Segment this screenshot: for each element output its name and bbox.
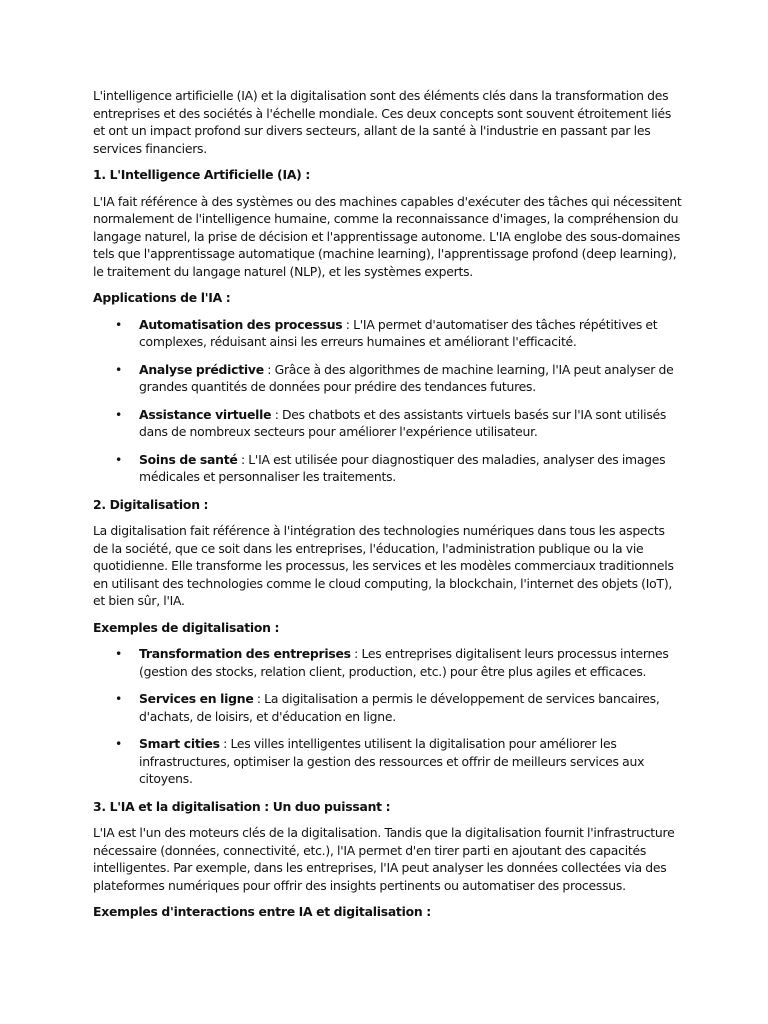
section-2-list-heading: Exemples de digitalisation : [93, 619, 280, 635]
list-item-term: Assistance virtuelle [139, 406, 272, 422]
list-item-term: Services en ligne [139, 691, 254, 706]
list-item [93, 690, 683, 725]
section-2-paragraph: La digitalisation fait référence à l'intégration des technologies numériques dans tous les aspects de la société, que ce soit dans les entreprises, l'éducation, l'administration publique ou la vie quotidienne. Elle transforme les processus, les services et les modèles commerciaux traditionnels en utilisant des technologies comme le cloud computing, la blockchain, l'internet des objets (IoT), et bien sûr, l'IA. [93, 523, 674, 608]
bullet-icon: • [115, 451, 123, 467]
document-content [93, 87, 683, 930]
list-item-text: : Grâce à des algorithmes de machine learning, l'IA peut analyser de grandes quantités de données pour prédire des tendances futures. [139, 361, 674, 394]
list-item-term: Automatisation des processus [139, 316, 343, 332]
digitalisation-examples-list [93, 645, 683, 788]
bullet-icon: • [115, 691, 123, 706]
list-item [93, 735, 683, 788]
list-item-text: : Les entreprises digitalisent leurs processus internes (gestion des stocks, relation client, production, etc.) pour être plus agiles et efficaces. [139, 646, 669, 679]
bullet-icon: • [115, 406, 123, 422]
list-item-term: Analyse prédictive [139, 361, 264, 377]
list-item [93, 406, 683, 441]
section-1-heading: 1. L'Intelligence Artificielle (IA) : [93, 167, 311, 182]
list-item-text: : L'IA permet d'automatiser des tâches répétitives et complexes, réduisant ainsi les erreurs humaines et améliorant l'efficacité. [139, 316, 658, 349]
intro-paragraph: L'intelligence artificielle (IA) et la digitalisation sont des éléments clés dans la transformation des entreprises et des sociétés à l'échelle mondiale. Ces deux concepts sont souvent étroitement liés et ont un impact profond sur divers secteurs, allant de la santé à l'industrie en passant par les services financiers. [93, 88, 672, 156]
section-3-heading: 3. L'IA et la digitalisation : Un duo puissant : [93, 798, 391, 814]
section-1-paragraph: L'IA fait référence à des systèmes ou des machines capables d'exécuter des tâches qui nécessitent normalement de l'intelligence humaine, comme la reconnaissance d'images, la compréhension du langage naturel, la prise de décision et l'apprentissage autonome. L'IA englobe des sous-domaines tels que l'apprentissage automatique (machine learning), l'apprentissage profond (deep learning), le traitement du langage naturel (NLP), et les systèmes experts. [93, 193, 682, 279]
list-item [93, 316, 683, 351]
section-3-list-heading: Exemples d'interactions entre IA et digitalisation : [93, 904, 431, 919]
bullet-icon: • [115, 316, 123, 332]
list-item [93, 645, 683, 680]
bullet-icon: • [115, 646, 123, 661]
list-item-text: : Des chatbots et des assistants virtuels basés sur l'IA sont utilisés dans de nombreux secteurs pour améliorer l'expérience utilisateur. [139, 406, 667, 439]
list-item-term: Transformation des entreprises [139, 646, 351, 661]
list-item-text: : L'IA est utilisée pour diagnostiquer des maladies, analyser des images médicales et personnaliser les traitements. [139, 451, 666, 484]
list-item-text: : La digitalisation a permis le développement de services bancaires, d'achats, de loisirs, et d'éducation en ligne. [139, 691, 660, 724]
list-item [93, 361, 683, 396]
bullet-icon: • [115, 736, 123, 751]
applications-list [93, 316, 683, 486]
list-item-term: Smart cities [139, 736, 220, 751]
list-item-text: : Les villes intelligentes utilisent la digitalisation pour améliorer les infrastructures, optimiser la gestion des ressources et offrir de meilleurs services aux citoyens. [139, 736, 645, 786]
bullet-icon: • [115, 361, 123, 377]
section-3-paragraph: L'IA est l'un des moteurs clés de la digitalisation. Tandis que la digitalisation fournit l'infrastructure nécessaire (données, connectivité, etc.), l'IA permet d'en tirer parti en ajoutant des capacités intelligentes. Par exemple, dans les entreprises, l'IA peut analyser les données collectées via des plateformes numériques pour offrir des insights pertinents ou automatiser des processus. [93, 825, 675, 893]
list-item [93, 451, 683, 486]
section-2-heading: 2. Digitalisation : [93, 496, 209, 512]
section-1-list-heading: Applications de l'IA : [93, 290, 231, 305]
list-item-term: Soins de santé [139, 451, 238, 467]
